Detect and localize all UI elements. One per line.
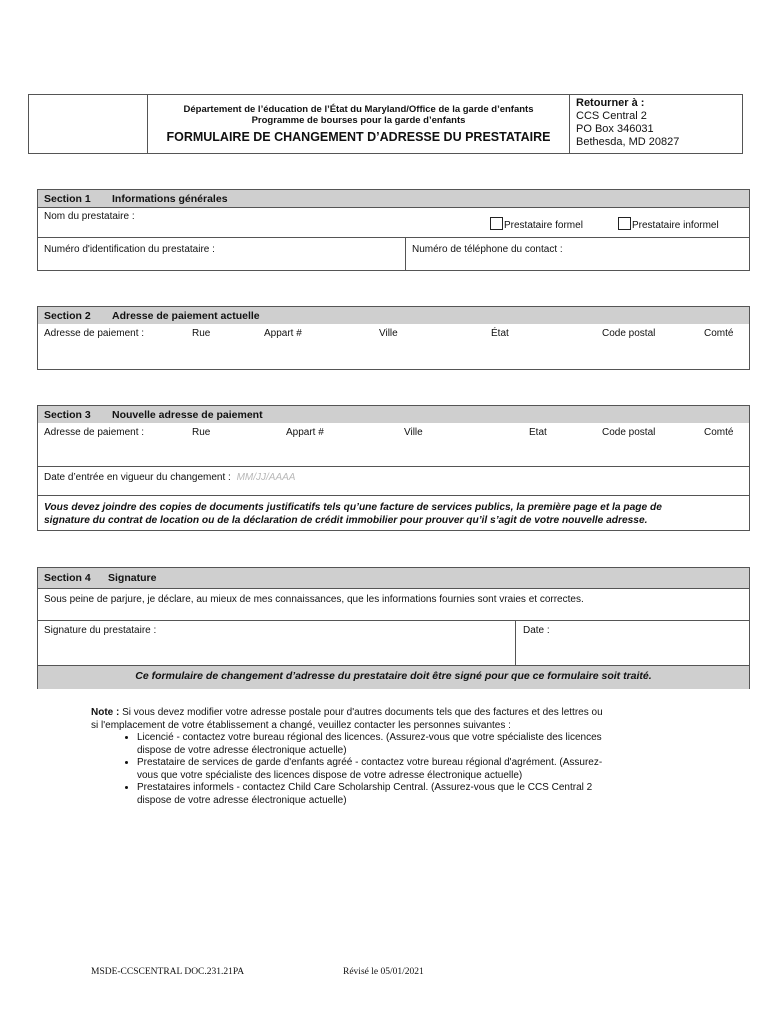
header-program: Programme de bourses pour la garde d’enfants [251, 115, 466, 126]
section3-title: Nouvelle adresse de paiement [112, 409, 263, 421]
signature-label: Signature du prestataire : [44, 625, 157, 636]
document-id: MSDE-CCSCENTRAL DOC.231.21PA [91, 967, 245, 977]
apt-label: Appart # [286, 427, 324, 438]
section2-title: Adresse de paiement actuelle [112, 310, 260, 322]
provider-id-label: Numéro d'identification du prestataire : [44, 244, 215, 255]
section3-header [38, 406, 749, 423]
note-label: Note : [91, 707, 120, 718]
list-item [137, 782, 691, 807]
provider-id-field[interactable] [44, 240, 399, 268]
street-label: Rue [192, 427, 211, 438]
list-item [137, 757, 691, 782]
street-label: Rue [192, 328, 211, 339]
list-item [137, 732, 691, 757]
formal-provider-option[interactable] [490, 217, 583, 231]
section2-number: Section 2 [44, 310, 91, 322]
divider [38, 466, 749, 467]
payment-address-label: Adresse de paiement : [44, 328, 145, 339]
return-line: Bethesda, MD 20827 [576, 136, 680, 148]
section3-number: Section 3 [44, 409, 91, 421]
county-label: Comté [704, 427, 734, 438]
divider [38, 620, 749, 621]
bullet-text: dispose de votre adresse électronique actuelle) [137, 744, 347, 756]
supporting-documents-notice [44, 501, 749, 527]
sign-date-label: Date : [523, 625, 550, 636]
effective-date-label: Date d’entrée en vigueur du changement : [44, 472, 231, 483]
bullet-text: Prestataire de services de garde d'enfants agréé - contactez votre bureau régional d'agrément. (Assurez- [137, 757, 603, 768]
city-label: Ville [404, 427, 423, 438]
header-title-cell [147, 94, 570, 154]
informal-provider-checkbox[interactable] [618, 217, 631, 230]
sign-date-field[interactable] [523, 623, 743, 663]
divider [405, 237, 406, 271]
signature-required-banner [38, 665, 749, 689]
effective-date-row [44, 472, 295, 483]
return-line: CCS Central 2 [576, 110, 647, 122]
state-label: État [491, 328, 509, 339]
section1-number: Section 1 [44, 193, 91, 205]
apt-label: Appart # [264, 328, 302, 339]
return-line: PO Box 346031 [576, 123, 654, 135]
return-label: Retourner à : [576, 97, 645, 109]
city-label: Ville [379, 328, 398, 339]
formal-provider-checkbox[interactable] [490, 217, 503, 230]
bullet-text: Prestataires informels - contactez Child Care Scholarship Central. (Assurez-vous que le CCS Central 2 [137, 782, 593, 793]
provider-name-field[interactable] [44, 210, 484, 234]
contact-phone-field[interactable] [412, 240, 742, 268]
section3 [37, 405, 750, 531]
section4-number: Section 4 [44, 572, 91, 584]
section1 [37, 189, 750, 271]
divider [38, 495, 749, 496]
divider [38, 588, 749, 589]
informal-provider-label: Prestataire informel [632, 220, 719, 231]
notice-line: Vous devez joindre des copies de documents justificatifs tels qu’une facture de services publics, la première page et la page de [44, 502, 662, 513]
section4 [37, 567, 750, 689]
bullet-text: dispose de votre adresse électronique actuelle) [137, 794, 347, 806]
section1-title: Informations générales [112, 193, 228, 205]
note-text: Si vous devez modifier votre adresse postale pour d'autres documents tels que des factures et des lettres ou [122, 707, 603, 718]
note-block [91, 707, 691, 807]
divider [515, 620, 516, 665]
section1-header [38, 190, 749, 208]
note-line [91, 707, 691, 720]
contact-list [91, 732, 691, 807]
header-logo-cell [28, 94, 148, 154]
formal-provider-label: Prestataire formel [504, 220, 583, 231]
form-title: FORMULAIRE DE CHANGEMENT D’ADRESSE DU PRESTATAIRE [166, 130, 551, 144]
zip-label: Code postal [602, 328, 656, 339]
perjury-declaration: Sous peine de parjure, je déclare, au mieux de mes connaissances, que les informations fournies sont vraies et correctes. [44, 594, 584, 605]
bullet-text: Licencié - contactez votre bureau régional des licences. (Assurez-vous que votre spécialiste des licences [137, 732, 602, 743]
county-label: Comté [704, 328, 734, 339]
state-label: Etat [529, 427, 547, 438]
payment-address-label: Adresse de paiement : [44, 427, 145, 438]
divider [38, 237, 749, 238]
note-text: si l'emplacement de votre établissement a changé, veuillez contacter les personnes suivantes : [91, 719, 511, 731]
section2 [37, 306, 750, 370]
provider-name-label: Nom du prestataire : [44, 211, 135, 222]
bullet-text: vous que votre spécialiste des licences dispose de votre adresse électronique actuelle) [137, 769, 523, 781]
return-address-cell [569, 94, 743, 154]
section4-title: Signature [108, 572, 157, 584]
section4-header [38, 568, 749, 588]
notice-line: signature du contrat de location ou de la déclaration de crédit immobilier pour prouver qu’il s’agit de votre nouvelle adresse. [44, 515, 648, 526]
signature-required-text: Ce formulaire de changement d’adresse du prestataire doit être signé pour que ce formulaire soit traité. [135, 670, 652, 682]
revision-date: Révisé le 05/01/2021 [343, 967, 424, 977]
new-address-field[interactable] [44, 440, 744, 464]
zip-label: Code postal [602, 427, 656, 438]
current-address-field[interactable] [44, 341, 744, 367]
contact-phone-label: Numéro de téléphone du contact : [412, 244, 563, 255]
signature-field[interactable] [44, 623, 510, 663]
header-department: Département de l’éducation de l’État du Maryland/Office de la garde d’enfants [183, 104, 534, 115]
effective-date-input[interactable]: MM/JJ/AAAA [236, 472, 296, 483]
informal-provider-option[interactable] [618, 217, 719, 231]
section2-header [38, 307, 749, 324]
